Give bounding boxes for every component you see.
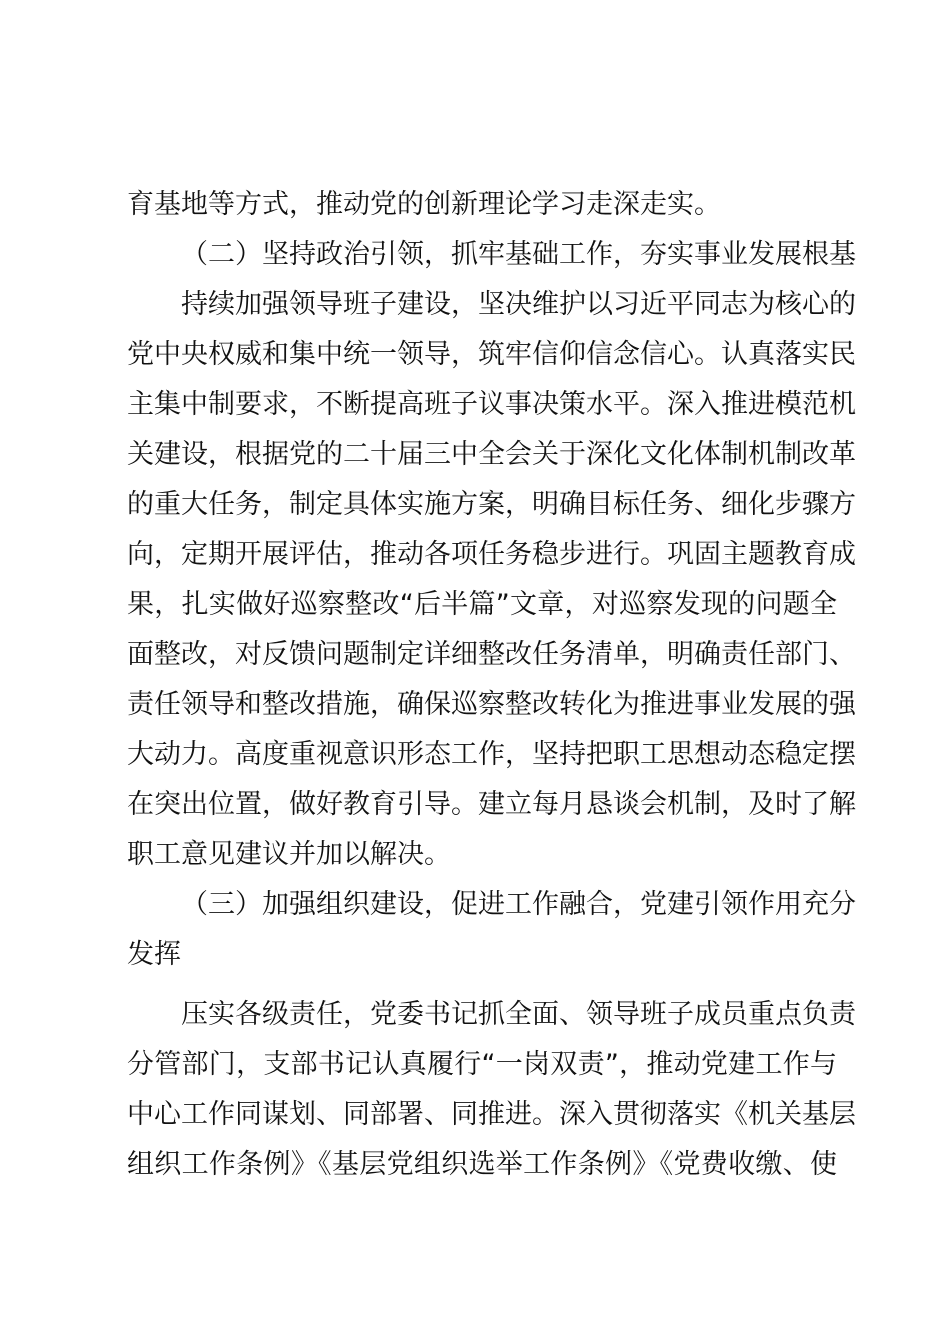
text-line: 果，扎实做好巡察整改“后半篇”文章，对巡察发现的问题全	[127, 589, 837, 620]
text-line: 向，定期开展评估，推动各项任务稳步进行。巩固主题教育成	[127, 539, 856, 570]
text-line: 中心工作同谋划、同部署、同推进。深入贯彻落实《机关基层	[127, 1099, 856, 1130]
text-line: 分管部门，支部书记认真履行“一岗双责”，推动党建工作与	[127, 1049, 837, 1080]
text-line: 压实各级责任，党委书记抓全面、领导班子成员重点负责	[181, 999, 856, 1030]
section-heading: （三）加强组织建设，促进工作融合，党建引领作用充分	[181, 889, 856, 920]
section-heading-continued: 发挥	[127, 939, 181, 970]
text-line: 大动力。高度重视意识形态工作，坚持把职工思想动态稳定摆	[127, 739, 856, 770]
text-line: 职工意见建议并加以解决。	[127, 839, 451, 870]
section-heading: （二）坚持政治引领，抓牢基础工作，夯实事业发展根基	[181, 239, 856, 270]
text-line: 主集中制要求，不断提高班子议事决策水平。深入推进模范机	[127, 389, 856, 420]
text-line: 面整改，对反馈问题制定详细整改任务清单，明确责任部门、	[127, 639, 856, 670]
text-line: 责任领导和整改措施，确保巡察整改转化为推进事业发展的强	[127, 689, 856, 720]
text-line: 组织工作条例》《基层党组织选举工作条例》《党费收缴、使	[127, 1149, 837, 1180]
text-line: 育基地等方式，推动党的创新理论学习走深走实。	[127, 189, 721, 220]
text-line: 关建设，根据党的二十届三中全会关于深化文化体制机制改革	[127, 439, 856, 470]
text-line: 党中央权威和集中统一领导，筑牢信仰信念信心。认真落实民	[127, 339, 856, 370]
text-line: 在突出位置，做好教育引导。建立每月恳谈会机制，及时了解	[127, 789, 856, 820]
text-line: 的重大任务，制定具体实施方案，明确目标任务、细化步骤方	[127, 489, 856, 520]
text-line: 持续加强领导班子建设，坚决维护以习近平同志为核心的	[181, 289, 856, 320]
